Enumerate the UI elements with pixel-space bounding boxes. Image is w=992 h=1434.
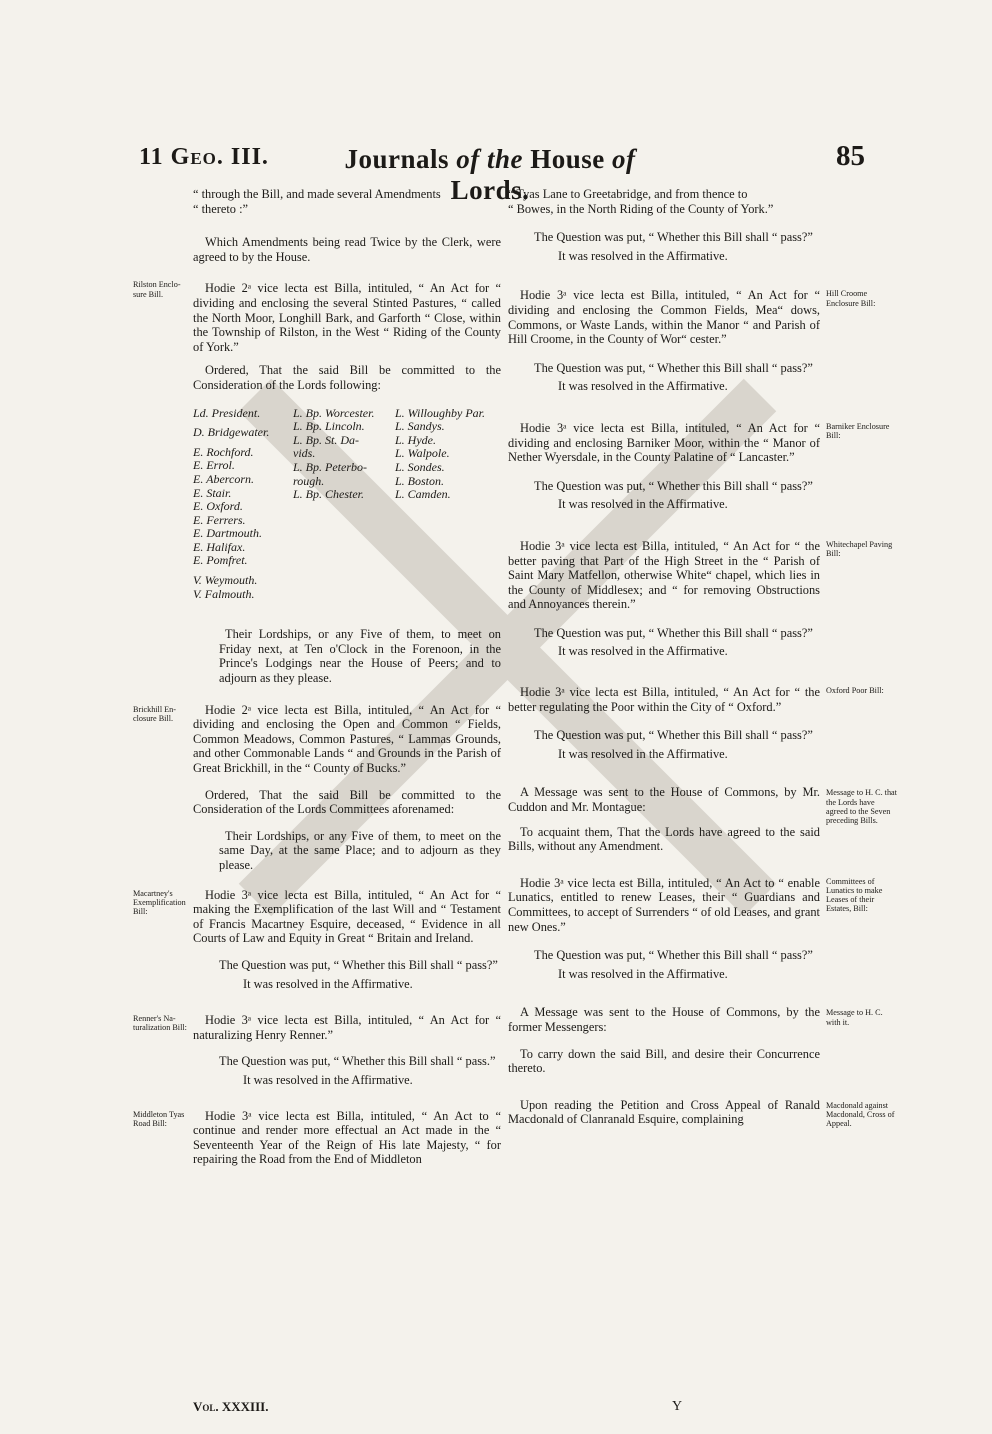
lord-name: E. Errol. (193, 458, 235, 473)
lord-name: E. Stair. (193, 485, 232, 500)
header-title-of-2: of (612, 144, 636, 174)
brickhill-bill-text: Hodie 2ᵃ vice lecta est Billa, intituled, “ An Act for “ dividing and enclosing the Open and Common “ Fields, Common Meadows, Common Pastures, “ Lammas Grounds, and other Commonable Lands “ and Grounds in the Parish of Great Brickhill, in the “ County of Bucks.” (193, 702, 501, 775)
resolution-1 (508, 249, 820, 264)
whitechapel-margin-note: Whitechapel Paving Bill: (826, 539, 893, 559)
resolution-1-text: It was resolved in the Affirmative. (558, 248, 728, 263)
rilston-bill-text: Hodie 2ᵃ vice lecta est Billa, intituled, “ An Act for “ dividing and enclosing the several Stinted Pastures, “ called the North Moor, Longhill Bark, and Garforth “ Close, within the Township of Rilston, in the West “ Riding of the County of York.” (193, 281, 501, 354)
lord-name: L. Boston. (395, 473, 445, 488)
meeting-text-1: Their Lordships, or any Five of them, to meet on Friday next, at Ten o'Clock in the Forenoon, in the Prince's Lodgings near the House of Peers; and to adjourn as they please. (219, 627, 501, 686)
header-title-the: the (487, 144, 524, 174)
middleton-bill-text: Hodie 3ᵃ vice lecta est Billa, intituled, “ An Act to “ continue and render more effectual an Act made in the “ Seventeenth Year of the Reign of His late Majesty, “ for repairing the Road from the End of Middleton (193, 1108, 501, 1167)
oxford-bill-text: Hodie 3ᵃ vice lecta est Billa, intituled, “ An Act for “ the better regulating the Poor within the City of “ Oxford.” (508, 685, 820, 714)
resolution-4-text: It was resolved in the Affirmative. (558, 644, 728, 659)
brickhill-entry (133, 702, 501, 776)
lord-name: E. Oxford. (193, 499, 243, 514)
lord-name: E. Pomfret. (193, 553, 248, 568)
lords-list-column-2 (293, 407, 395, 602)
resolution-3-text: It was resolved in the Affirmative. (558, 497, 728, 512)
lord-name: L. Bp. Peterbo- (293, 459, 367, 474)
hillcroome-bill-text: Hodie 3ᵃ vice lecta est Billa, intituled, “ An Act for “ dividing and enclosing the Common Fields, Mea“ dows, Commons, or Waste Lands, within the Manor “ and Parish of Hill Croome, in the County of Wor“ cester.” (508, 288, 820, 347)
macartney-bill-text: Hodie 3ᵃ vice lecta est Billa, intituled, “ An Act for “ making the Exemplification of the last Will and “ Testament of Francis Macartney Esquire, deceased, “ Evidence in all Courts of Law and Equity in Great “ Britain and Ireland. (193, 887, 501, 946)
header-title-of: of (456, 144, 480, 174)
question-6-text: The Question was put, “ Whether this Bill shall “ pass?” (534, 948, 813, 963)
lord-name: L. Walpole. (395, 446, 450, 461)
resolution-2-text: It was resolved in the Affirmative. (558, 379, 728, 394)
resolution-5-text: It was resolved in the Affirmative. (558, 746, 728, 761)
barniker-entry (508, 420, 890, 465)
rilston-entry (133, 280, 501, 354)
middleton-entry (133, 1108, 501, 1167)
meeting-paragraph-1 (193, 627, 501, 685)
lunatics-margin-note: Committees of Lunatics to make Leases of their Estates, Bill: (826, 876, 883, 914)
resolution-4 (508, 644, 820, 659)
acquaint-paragraph (508, 825, 820, 854)
barniker-bill-text: Hodie 3ᵃ vice lecta est Billa, intituled, “ An Act for “ dividing and enclosing Barniker Moor, within the “ Manor of Nether Wyersdale, in the County Palatine of “ Lancaster.” (508, 420, 820, 465)
renner-resolution-text: It was resolved in the Affirmative. (243, 1072, 413, 1087)
lord-name: E. Halifax. (193, 539, 246, 554)
ordered-paragraph-1 (193, 363, 501, 392)
lord-name: E. Dartmouth. (193, 526, 262, 541)
continued-line-1: “ through the Bill, and made several Amendments (193, 187, 441, 201)
resolution-2 (508, 379, 820, 394)
carry-paragraph (508, 1047, 820, 1076)
lords-list-column-1 (193, 407, 293, 602)
resolution-3 (508, 497, 820, 512)
lord-name: E. Ferrers. (193, 512, 246, 527)
amendments-text: Which Amendments being read Twice by the Clerk, were agreed to by the House. (193, 235, 501, 264)
macdonald-margin-note: Macdonald against Macdonald, Cross of Appeal. (826, 1100, 895, 1129)
macartney-resolution-text: It was resolved in the Affirmative. (243, 976, 413, 991)
macartney-question-text: The Question was put, “ Whether this Bill shall “ pass?” (219, 957, 498, 972)
hillcroome-margin-note: Hill Croome Enclosure Bill: (826, 289, 876, 308)
brickhill-margin-note: Brickhill Enclosure Bill. (133, 704, 176, 723)
lord-name: L. Bp. Worcester. (293, 405, 375, 420)
meeting-paragraph-2 (193, 829, 501, 873)
lord-name: Ld. President. (193, 405, 261, 420)
question-1-text: The Question was put, “ Whether this Bill shall “ pass?” (534, 230, 813, 245)
macdonald-text: Upon reading the Petition and Cross Appeal of Ranald Macdonald of Clanranald Esquire, complaining (508, 1097, 820, 1127)
renner-entry (133, 1013, 501, 1042)
meeting-text-2: Their Lordships, or any Five of them, to meet on the same Day, at the same Place; and to adjourn as they please. (219, 828, 501, 872)
middleton-continuation (508, 187, 820, 216)
signature-mark: Y (672, 1399, 683, 1414)
renner-resolution (193, 1073, 501, 1088)
acquaint-text: To acquaint them, That the Lords have agreed to the said Bills, without any Amendment. (508, 824, 820, 854)
lunatics-bill-text: Hodie 3ᵃ vice lecta est Billa, intituled, “ An Act to “ enable Lunatics, entitled to renew Leases, their “ Guardians and Committees, to accept of Surrenders “ of old Leases, and grant new Ones.” (508, 875, 820, 934)
message-2-entry (508, 1005, 883, 1034)
question-6 (508, 948, 820, 963)
header-title-lords: Lords. (450, 175, 530, 205)
resolution-6 (508, 967, 820, 982)
right-column (508, 187, 897, 1129)
header-regnal-year: 11 Geo. III. (139, 144, 269, 170)
macdonald-entry (508, 1097, 895, 1129)
lords-committee-list (193, 407, 501, 602)
hillcroome-entry (508, 288, 876, 347)
renner-margin-note: Renner's Naturalization Bill: (133, 1014, 187, 1033)
whitechapel-bill-text: Hodie 3ᵃ vice lecta est Billa, intituled, “ An Act for “ the better paving that Part of the High Street in the “ Parish of Saint Mary Matfellon, otherwise White“ chapel, which lies in the County of Middlesex; and “ for removing Obstructions and Annoyances therein.” (508, 538, 820, 612)
macartney-resolution (193, 977, 501, 992)
header-title-journals: Journals (344, 144, 449, 174)
lords-list-column-3 (395, 407, 497, 602)
continuation-line-2: “ Bowes, in the North Riding of the County of York.” (508, 201, 774, 216)
lunatics-entry (508, 875, 883, 934)
question-4-text: The Question was put, “ Whether this Bill shall “ pass?” (534, 625, 813, 640)
lord-name: L. Bp. St. Da- (293, 432, 359, 447)
page-number: 85 (836, 140, 865, 172)
lord-name: E. Abercorn. (193, 471, 254, 486)
message-2-margin-note: Message to H. C. with it. (826, 1008, 883, 1027)
lord-name: L. Bp. Chester. (293, 487, 365, 502)
macartney-question (193, 958, 501, 973)
message-2-text: A Message was sent to the House of Commons, by the former Messengers: (508, 1005, 820, 1034)
lord-name: vids. (293, 446, 316, 461)
question-2 (508, 361, 820, 376)
lord-name: E. Rochford. (193, 444, 254, 459)
volume-footer: Vol. XXXIII. (193, 1399, 269, 1414)
lord-name: L. Hyde. (395, 432, 436, 447)
lord-name: L. Sandys. (395, 419, 445, 434)
question-3-text: The Question was put, “ Whether this Bill shall “ pass?” (534, 478, 813, 493)
lord-name: L. Bp. Lincoln. (293, 419, 365, 434)
amendments-paragraph (193, 235, 501, 264)
lord-name: V. Falmouth. (193, 586, 255, 601)
question-3 (508, 479, 820, 494)
renner-bill-text: Hodie 3ᵃ vice lecta est Billa, intituled, “ An Act for “ naturalizing Henry Renner.” (193, 1013, 501, 1042)
renner-question-text: The Question was put, “ Whether this Bill shall “ pass.” (219, 1054, 496, 1069)
header-title-house: House (530, 144, 605, 174)
macartney-margin-note: Macartney's Exemplification Bill: (133, 888, 186, 916)
question-4 (508, 626, 820, 641)
question-5-text: The Question was put, “ Whether this Bill shall “ pass?” (534, 728, 813, 743)
lord-name: V. Weymouth. (193, 573, 258, 588)
message-1-text: A Message was sent to the House of Commons, by Mr. Cuddon and Mr. Montague: (508, 785, 820, 815)
ordered-text-1: Ordered, That the said Bill be committed to the Consideration of the Lords following: (193, 363, 501, 392)
message-1-margin-note: Message to H. C. that the Lords have agreed to the Seven preceding Bills. (826, 788, 897, 826)
carry-text: To carry down the said Bill, and desire their Concurrence thereto. (508, 1046, 820, 1076)
question-1 (508, 230, 820, 245)
lord-name: D. Bridgewater. (193, 425, 270, 440)
left-column (133, 187, 501, 1167)
continuation-line-1: “ Tyas Lane to Greetabridge, and from thence to (508, 187, 748, 201)
barniker-margin-note: Barniker Enclosure Bill: (826, 421, 890, 441)
renner-question (193, 1054, 501, 1069)
lord-name: L. Sondes. (395, 459, 445, 474)
lord-name: L. Willoughby Par. (395, 405, 486, 420)
resolution-6-text: It was resolved in the Affirmative. (558, 966, 728, 981)
whitechapel-entry (508, 538, 893, 612)
macartney-entry (133, 887, 501, 946)
middleton-margin-note: Middleton Tyas Road Bill: (133, 1109, 185, 1128)
rilston-margin-note: Rilston Enclosure Bill. (133, 280, 181, 299)
ordered-paragraph-2 (193, 788, 501, 817)
question-2-text: The Question was put, “ Whether this Bill shall “ pass?” (534, 360, 813, 375)
lord-name: rough. (293, 473, 325, 488)
ordered-text-2: Ordered, That the said Bill be committed to the Consideration of the Lords Committees aforenamed: (193, 787, 501, 817)
lord-name: L. Camden. (395, 487, 451, 502)
continued-text (193, 187, 501, 216)
continued-line-2: “ thereto :” (193, 201, 249, 216)
oxford-margin-note: Oxford Poor Bill: (826, 686, 884, 696)
resolution-5 (508, 747, 820, 762)
message-1-entry (508, 785, 897, 826)
oxford-entry (508, 685, 884, 714)
question-5 (508, 728, 820, 743)
